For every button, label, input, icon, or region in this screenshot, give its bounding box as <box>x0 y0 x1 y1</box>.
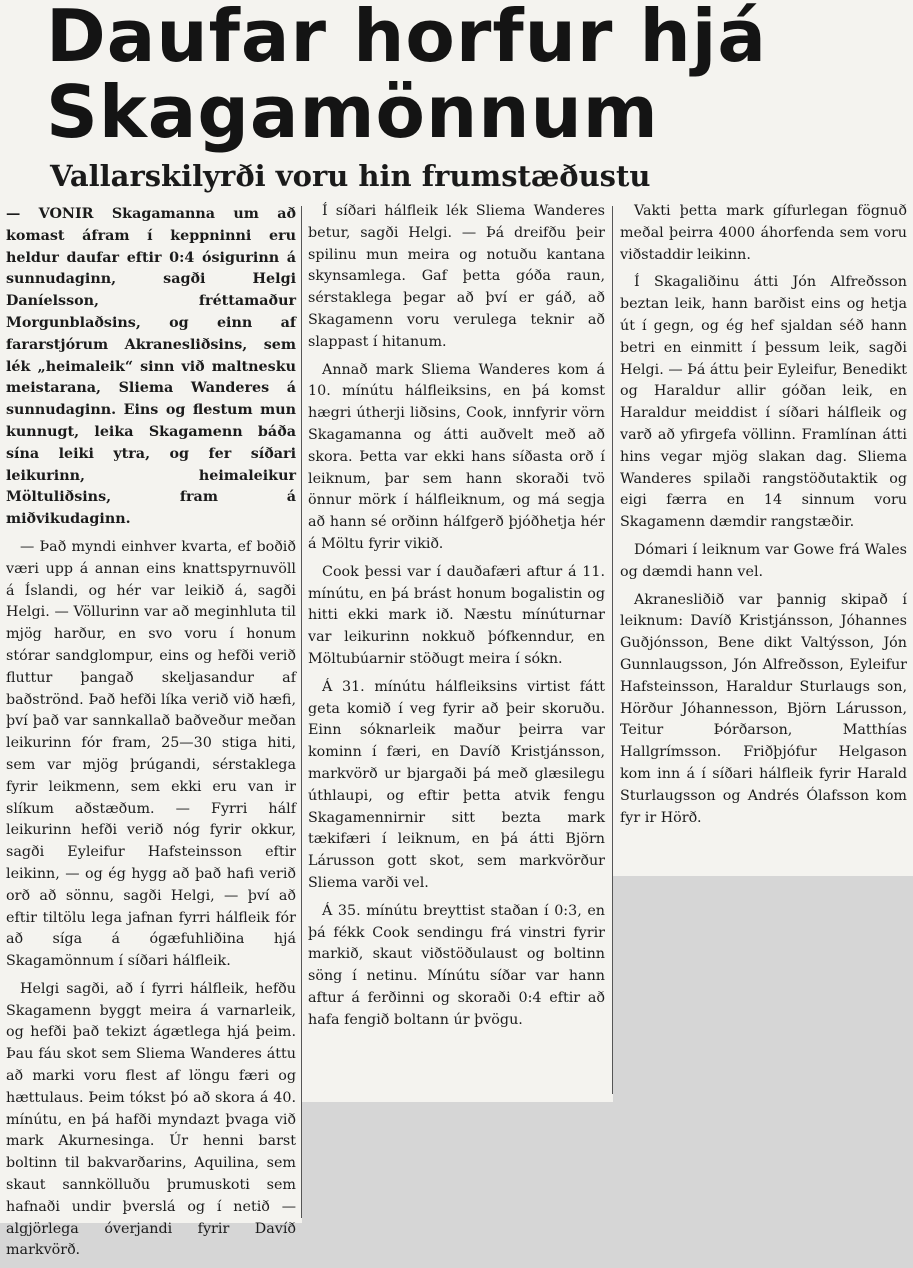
article-subheadline: Vallarskilyrði voru hin frumstæðustu <box>50 159 651 193</box>
article-paragraph: Í síðari hálfleik lék Sliema Wanderes betur, sagði Helgi. — Þá dreifðu þeir spilinu mun meira og notuðu kantana skynsamlega. Gaf þetta góða raun, sérstaklega þegar að því er gáð, að Skagamenn voru verulega teknir að slappast í hitanum. <box>308 203 605 350</box>
article-column-1 <box>6 204 296 1268</box>
article-paragraph: Vakti þetta mark gífurlegan fögnuð meðal þeirra 4000 áhorfenda sem voru viðstaddir leikinn. <box>620 203 907 263</box>
article-paragraph: Í Skagaliðinu átti Jón Alfreðsson beztan leik, hann barðist eins og hetja út í gegn, og ég hef sjaldan séð hann betri en einmitt í þessum leik, sagði Helgi. — Þá áttu þeir Eyleifur, Benedikt og Haraldur allir góðan leik, en Haraldur meiddist í síðari hálfleik og varð að yfirgefa völlinn. Framlínan átti hins vegar mjög slakan dag. Sliema Wanderes spilaði rangstöðutaktik og eigi færra en 14 sinnum voru Skagamenn dæmdir rangstæðir. <box>620 274 907 531</box>
article-paragraph: Annað mark Sliema Wanderes kom á 10. mínútu hálfleiksins, en þá komst hægri útherji liðsins, Cook, innfyrir vörn Skagamanna og átti auðvelt með að skora. Þetta var ekki hans síðasta orð í leiknum, þar sem hann skoraði tvö önnur mörk í hálfleiknum, og má segja að hann sé orðinn hálfgerð þjóðhetja hér á Möltu fyrir vikið. <box>308 361 605 552</box>
article-column-2 <box>308 201 605 1037</box>
article-paragraph: Cook þessi var í dauðafæri aftur á 11. mínútu, en þá brást honum bogalistin og hitti ekki mark ið. Næstu mínúturnar var leikurinn nokkuð þófkenndur, en Möltubúarnir stöðugt meira í sókn. <box>308 563 605 667</box>
article-headline: Daufar horfur hjá Skagamönnum <box>46 0 768 154</box>
article-column-3 <box>620 201 907 835</box>
article-paragraph: Dómari í leiknum var Gowe frá Wales og dæmdi hann vel. <box>620 541 907 580</box>
article-paragraph: — Það myndi einhver kvarta, ef boðið væri upp á annan eins knattspyrnuvöll á Íslandi, og hér var leikið á, sagði Helgi. — Völlurinn var að meginhluta til mjög harður, en svo voru í honum stórar sandglompur, eins og hefði verið fluttur þangað skeljasandur af baðströnd. Það hefði líka verið við hæfi, því það var sannkallað baðveður meðan leikurinn fór fram, 25—30 stiga hiti, sem var mjög þrúgandi, sérstaklega fyrir leikmenn, sem ekki eru van ir slíkum aðstæðum. — Fyrri hálf leikurinn hefði verið nóg fyrir okkur, sagði Eyleifur Hafsteinsson eftir leikinn, — og ég hygg að það hafi verið orð að sönnu, sagði Helgi, — því að eftir tiltölu lega jafnan fyrri hálfleik fór að síga á ógæfuhliðina hjá Skagamönnum í síðari hálfleik. <box>6 538 296 970</box>
column-divider <box>301 206 302 1218</box>
article-paragraph: Á 31. mínútu hálfleiksins virtist fátt geta komið í veg fyrir að þeir skoruðu. Einn sóknarleik maður þeirra var kominn í færi, en Davíð Kristjánsson, markvörð ur bjargaði þá með glæsilegu úthlaupi, og eftir þetta atvik fengu Skagamennirnir sitt bezta mark tækifæri í leiknum, en þá átti Björn Lárusson gott skot, sem markvörður Sliema varði vel. <box>308 678 605 891</box>
article-paragraph: Helgi sagði, að í fyrri hálfleik, hefðu Skagamenn byggt meira á varnarleik, og hefði það tekizt ágætlega hjá þeim. Þau fáu skot sem Sliema Wanderes áttu að marki voru flest af löngu færi og hættulaus. Þeim tókst þó að skora á 40. mínútu, en þá hafði myndazt þvaga við mark Akurnesinga. Úr henni barst boltinn til bakvarðarins, Aquilina, sem skaut sannkölluðu þrumuskoti sem hafnaði undir þverslá og í netið — algjörlega óverjandi fyrir Davíð markvörð. <box>6 980 296 1259</box>
article-lead-paragraph: — VONIR Skagamanna um að komast áfram í keppninni eru heldur daufar eftir 0:4 ósigurinn á sunnudaginn, sagði Helgi Daníelsson, fréttamaður Morgunblaðsins, og einn af fararstjórum Akranesliðsins, sem lék „heimaleik“ sinn við maltnesku meistarana, Sliema Wanderes á sunnudaginn. Eins og flestum mun kunnugt, leika Skagamenn báða sína leiki ytra, og fer síðari leikurinn, heimaleikur Möltuliðsins, fram á miðvikudaginn. <box>6 206 296 528</box>
column-divider <box>612 206 613 1094</box>
article-paragraph: Akranesliðið var þannig skipað í leiknum: Davíð Kristjánsson, Jóhannes Guðjónsson, Bene dikt Valtýsson, Jón Gunnlaugsson, Jón Alfreðsson, Eyleifur Hafsteinsson, Haraldur Sturlaugs son, Hörður Jóhannesson, Björn Lárusson, Teitur Þórðarson, Matthías Hallgrímsson. Friðþjófur Helgason kom inn á í síðari hálfleik fyrir Harald Sturlaugsson og Andrés Ólafsson kom fyr ir Hörð. <box>620 591 907 826</box>
article-paragraph: Á 35. mínútu breyttist staðan í 0:3, en þá fékk Cook sendingu frá vinstri fyrir markið, skaut viðstöðulaust og boltinn söng í netinu. Mínútu síðar var hann aftur á ferðinni og skoraði 0:4 eftir að hafa fengið boltann úr þvögu. <box>308 902 605 1028</box>
